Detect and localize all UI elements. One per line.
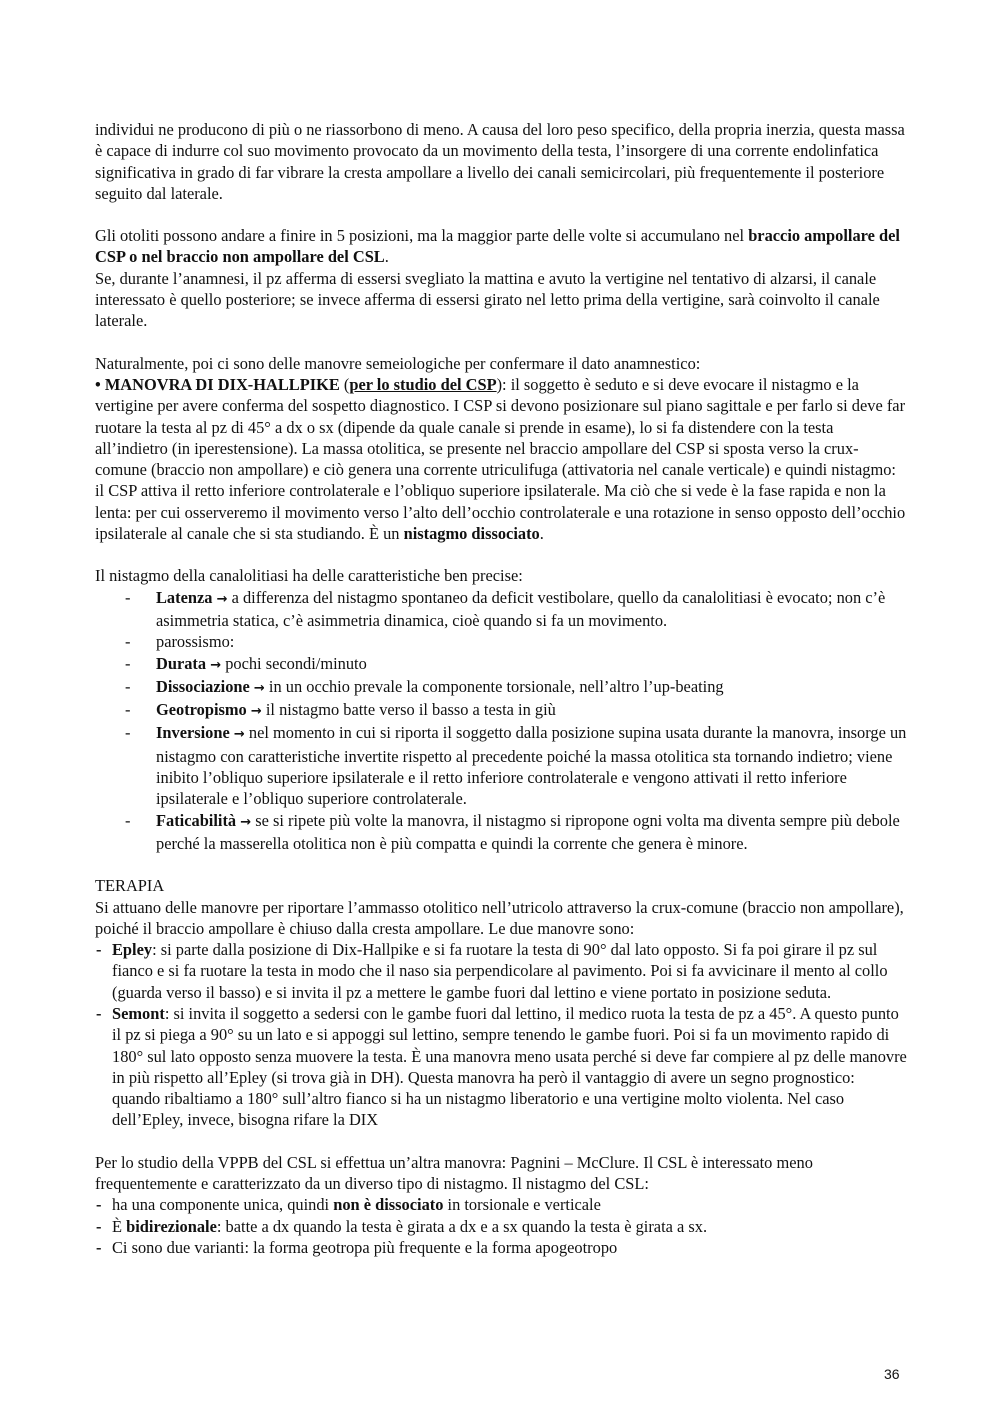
list-item xyxy=(95,1237,907,1258)
page-number: 36 xyxy=(884,1366,900,1382)
feature-text: nel momento in cui si riporta il soggetto dalla posizione supina usata durante la manovra, insorge un nistagmo con caratteristiche invertite rispetto al precedente poiché la massa otolitica sta tornando indietro; viene inibito l’obliquo superiore ipsilaterale e il retto inferiore controlaterale e vengono attivati il retto inferiore ipsilaterale e l’obliquo superiore controlaterale. xyxy=(156,723,907,809)
arrow-right-icon: → xyxy=(216,591,228,607)
feature-text: se si ripete più volte la manovra, il nistagmo si ripropone ogni volta ma diventa sempre più debole perché la masserella otolitica non è più compatta e quindi la corrente che genera è minore. xyxy=(156,810,900,853)
list-item xyxy=(95,587,907,632)
feature-term: Dissociazione xyxy=(156,676,250,696)
paragraph-terapia-intro: Si attuano delle manovre per riportare l’ammasso otolitico nell’utricolo attraverso la crux-comune (braccio non ampollare), poiché il braccio ampollare è chiuso dalla cresta ampollare. Le due manovre sono: xyxy=(95,897,904,938)
spacer xyxy=(95,544,907,565)
text-run: ): il soggetto è seduto e si deve evocare il nistagmo e la vertigine per avere conferma del sospetto diagnostico. I CSP si devono posizionare sul piano sagittale e per farlo si deve far ruotare la testa al pz di 45° a dx o sx (dipende da quale canale si prende in esame), lo si fa distendere con la testa all’indietro (in iperestensione). La massa otolitica, se presente nel braccio ampollare del CSP si sposta verso la crux-comune (braccio non ampollare) e ciò genera una corrente utriculifuga (attivatoria nel canale verticale) e quindi nistagmo: il CSP attiva il retto inferiore controlaterale e l’obliquo superiore ipsilaterale. Ma ciò che si vede è la fase rapida e non la lenta: per cui osserveremo il movimento verso l’alto dell’occhio controlaterale e una rotazione in senso opposto dell’occhio ipsilaterale al canale che si sta studiando. È un xyxy=(95,374,906,544)
bold-term: bidirezionale xyxy=(126,1216,217,1236)
list-item xyxy=(95,810,907,855)
list-item xyxy=(95,722,907,809)
arrow-right-icon: → xyxy=(240,814,252,830)
paragraph-otoliti-massa: individui ne producono di più o ne riassorbono di meno. A causa del loro peso specifico, della propria inerzia, questa massa è capace di indurre col suo movimento provocato da un movimento della testa, l’insorgere di una corrente endolinfatica significativa in grado di far vibrare la cresta ampollare a livello dei canali semicircolari, più frequentemente il posteriore seguito dal laterale. xyxy=(95,120,905,203)
feature-text: a differenza del nistagmo spontaneo da deficit vestibolare, quello da canalolitiasi è evocato; non c’è asimmetria statica, c’è asimmetria dinamica, cioè quando si fa un movimento. xyxy=(156,587,886,630)
manovre-list xyxy=(95,939,907,1131)
feature-text: parossismo: xyxy=(156,632,235,652)
text-run: Ci sono due varianti: la forma geotropa più frequente e la forma apogeotropo xyxy=(112,1237,618,1257)
arrow-right-icon: → xyxy=(253,680,265,696)
list-item xyxy=(95,1216,907,1237)
bold-term: non è dissociato xyxy=(333,1195,444,1215)
paragraph-caratteristiche-intro: Il nistagmo della canalolitiasi ha delle caratteristiche ben precise: xyxy=(95,566,523,586)
feature-term: Durata xyxy=(156,653,207,673)
list-item xyxy=(95,631,907,652)
bold-bracci: braccio ampollare del CSP o nel braccio non ampollare del CSL xyxy=(95,226,900,267)
paragraph-dix-hallpike xyxy=(95,374,907,544)
spacer xyxy=(95,1131,907,1152)
manovra-text: : si invita il soggetto a sedersi con le gambe fuori dal lettino, il medico ruota la testa de pz a 45°. A questo punto il pz si piega a 90° su un lato e si appoggi sul lettino, sempre tenendo le gambe fuori. Poi si fa un movimento rapido di 180° sul lato opposto senza muovere la testa. È una manovra meno usata perché si deve far compiere al pz delle manovre in più rispetto all’Epley (si trova già in DH). Questa manovra ha però il vantaggio di avere un segno prognostico: quando ribaltiamo a 180° sull’altro fianco si ha un nistagmo liberatorio e una vertigine molto violenta. Nel caso dell’Epley, invece, bisogna rifare la DIX xyxy=(112,1003,907,1130)
csl-list xyxy=(95,1194,907,1258)
arrow-right-icon: → xyxy=(233,727,245,743)
spacer xyxy=(95,204,907,225)
paragraph-manovre-intro: Naturalmente, poi ci sono delle manovre semeiologiche per confermare il dato anamnestico: xyxy=(95,353,701,373)
text-run: . xyxy=(539,524,544,544)
paragraph-posizioni-otoliti xyxy=(95,225,907,268)
feature-term: Inversione xyxy=(156,723,230,743)
text-run: in torsionale e verticale xyxy=(443,1195,601,1215)
text-run: ( xyxy=(339,374,350,394)
feature-text: pochi secondi/minuto xyxy=(221,653,367,673)
list-item xyxy=(95,676,907,699)
text-run: È xyxy=(112,1216,127,1236)
list-item xyxy=(95,939,907,1003)
bold-nistagmo-dissociato: nistagmo dissociato xyxy=(403,524,540,544)
text-run: Gli otoliti possono andare a finire in 5 posizioni, ma la maggior parte delle volte si accumulano nel xyxy=(95,226,749,246)
list-item xyxy=(95,653,907,676)
list-item xyxy=(95,699,907,722)
list-item xyxy=(95,1003,907,1131)
manovra-term: Epley xyxy=(112,940,153,960)
section-heading-terapia: TERAPIA xyxy=(95,876,165,896)
feature-text: in un occhio prevale la componente torsionale, nell’altro l’up-beating xyxy=(264,676,724,696)
features-list xyxy=(95,587,907,855)
feature-term: Latenza xyxy=(156,587,213,607)
manovra-term: Semont xyxy=(112,1003,165,1023)
bold-manovra-title: • MANOVRA DI DIX-HALLPIKE xyxy=(95,374,340,394)
feature-term: Geotropismo xyxy=(156,700,247,720)
document-body xyxy=(95,119,907,1258)
list-item xyxy=(95,1194,907,1215)
bold-underline-csp: per lo studio del CSP xyxy=(349,374,497,394)
arrow-right-icon: → xyxy=(210,657,222,673)
spacer xyxy=(95,332,907,353)
paragraph-anamnesi: Se, durante l’anamnesi, il pz afferma di essersi svegliato la mattina e avuto la vertigine nel tentativo di alzarsi, il canale interessato è quello posteriore; se invece afferma di essersi girato nel letto prima della vertigine, sarà coinvolto il canale laterale. xyxy=(95,268,880,331)
manovra-text: : si parte dalla posizione di Dix-Hallpike e si fa ruotare la testa di 90° dal lato opposto. Si fa poi girare il pz sul fianco e si fa ruotare la testa in modo che il naso sia perpendicolare al pavimento. Poi si fa avvicinare il mento al collo (guarda verso il basso) e si invita il pz a mettere le gambe fuori dal lettino e viene portato in posizione seduta. xyxy=(112,940,888,1002)
feature-term: Faticabilità xyxy=(156,810,237,830)
text-run: : batte a dx quando la testa è girata a dx e a sx quando la testa è girata a sx. xyxy=(216,1216,708,1236)
text-run: ha una componente unica, quindi xyxy=(112,1195,334,1215)
arrow-right-icon: → xyxy=(250,704,262,720)
paragraph-csl-intro: Per lo studio della VPPB del CSL si effettua un’altra manovra: Pagnini – McClure. Il CSL è interessato meno frequentemente e caratterizzato da un diverso tipo di nistagmo. Il nistagmo del CSL: xyxy=(95,1152,813,1194)
text-run: . xyxy=(384,247,389,267)
spacer xyxy=(95,854,907,875)
feature-text: il nistagmo batte verso il basso a testa in giù xyxy=(261,700,556,720)
